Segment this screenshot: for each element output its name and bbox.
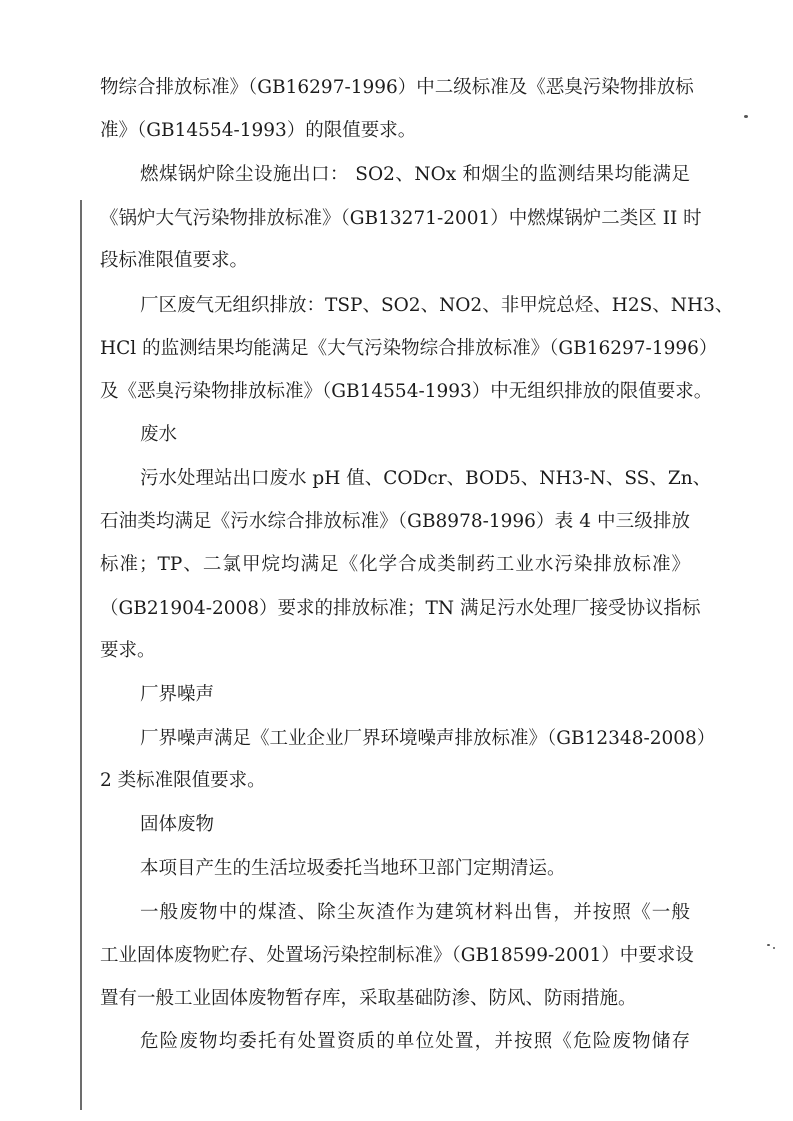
- text-line: 燃煤锅炉除尘设施出口： SO2、NOx 和烟尘的监测结果均能满足: [140, 164, 690, 185]
- text-line: 石油类均满足《污水综合排放标准》（GB8978-1996）表 4 中三级排放: [100, 511, 690, 532]
- text-line: 2 类标准限值要求。: [100, 770, 266, 791]
- text-line: 厂界噪声满足《工业企业厂界环境噪声排放标准》（GB12348-2008）: [140, 728, 716, 749]
- text-line: 《锅炉大气污染物排放标准》（GB13271-2001）中燃煤锅炉二类区 II 时: [100, 208, 702, 229]
- scan-speck: [744, 115, 748, 118]
- section-heading-solid-waste: 固体废物: [140, 814, 215, 835]
- text-line: （GB21904-2008）要求的排放标准；TN 满足污水处理厂接受协议指标: [100, 598, 701, 619]
- left-margin-rule: [80, 200, 82, 1110]
- text-line: 及《恶臭污染物排放标准》（GB14554-1993）中无组织排放的限值要求。: [100, 381, 713, 402]
- text-line: 危险废物均委托有处置资质的单位处置，并按照《危险废物储存: [140, 1031, 690, 1052]
- text-line: 准》（GB14554-1993）的限值要求。: [100, 120, 417, 141]
- text-line: 标准；TP、二氯甲烷均满足《化学合成类制药工业水污染排放标准》: [100, 554, 690, 575]
- section-heading-wastewater: 废水: [140, 424, 178, 445]
- text-line: 本项目产生的生活垃圾委托当地环卫部门定期清运。: [140, 858, 566, 879]
- scan-speck: [767, 944, 770, 946]
- text-line: 物综合排放标准》（GB16297-1996）中二级标准及《恶臭污染物排放标: [100, 77, 694, 98]
- text-line: 污水处理站出口废水 pH 值、CODcr、BOD5、NH3-N、SS、Zn、: [140, 468, 712, 489]
- text-line: 一般废物中的煤渣、除尘灰渣作为建筑材料出售，并按照《一般: [140, 902, 690, 923]
- text-line: 段标准限值要求。: [100, 250, 249, 271]
- text-line: 厂区废气无组织排放：TSP、SO2、NO2、非甲烷总烃、H2S、NH3、: [140, 295, 734, 316]
- text-line: 要求。: [100, 640, 156, 661]
- section-heading-noise: 厂界噪声: [140, 684, 215, 705]
- text-line: 工业固体废物贮存、处置场污染控制标准》（GB18599-2001）中要求设: [100, 945, 694, 966]
- text-line: 置有一般工业固体废物暂存库，采取基础防渗、防风、防雨措施。: [100, 988, 637, 1009]
- text-line: HCl 的监测结果均能满足《大气污染物综合排放标准》（GB16297-1996）: [100, 338, 718, 359]
- scan-speck: [773, 947, 775, 949]
